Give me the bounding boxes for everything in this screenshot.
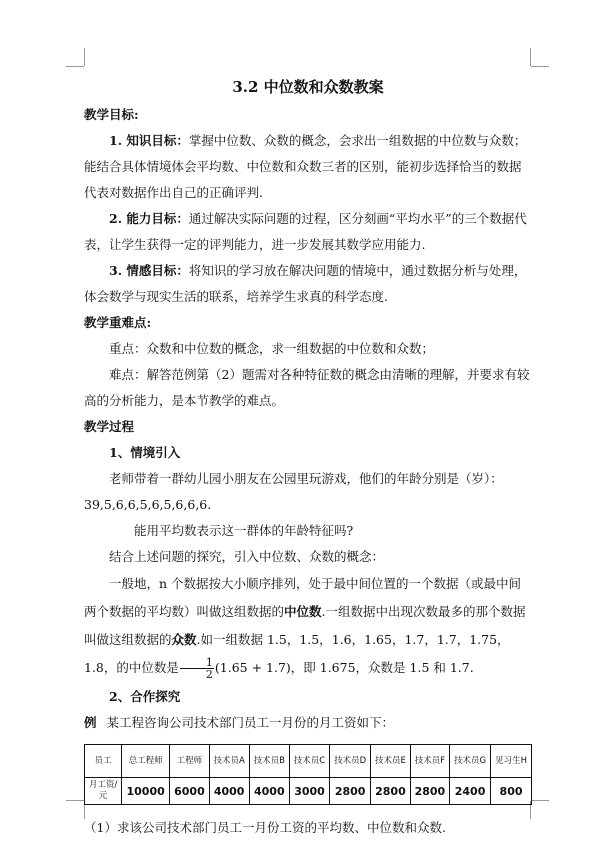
table-header-cell: 见习生H: [491, 745, 532, 778]
table-header-row: [85, 745, 532, 778]
table-row-label: 月工资/元: [85, 778, 122, 805]
process-heading: 教学过程: [84, 419, 135, 434]
term-mode: 众数: [171, 632, 197, 647]
salary-table: [84, 744, 532, 805]
table-header-cell: 技术员C: [289, 745, 329, 778]
table-cell: 6000: [170, 778, 209, 805]
table-header-cell: 技术员E: [371, 745, 411, 778]
table-cell: 2800: [410, 778, 449, 805]
table-cell: 10000: [122, 778, 170, 805]
goal-2-label: 2. 能力目标：: [109, 211, 189, 226]
intro-text: 老师带着一群幼儿园小朋友在公园里玩游戏，他们的年龄分别是（岁）：: [109, 471, 503, 486]
goals-heading: 教学目标:: [84, 107, 139, 122]
goal-3-label: 3. 情感目标：: [109, 263, 189, 278]
table-cell: 4000: [209, 778, 249, 805]
table-header-cell: 技术员B: [249, 745, 289, 778]
definition-part-4: ，即 1.675，众数是 1.5 和 1.7.: [290, 660, 474, 675]
goal-1: [84, 128, 532, 206]
definition-part-1: 一般地，n 个数据按大小顺序排列，处于最中间位置的一个数据（或最中间两个数据的平均数）叫做这组数据的: [84, 576, 522, 619]
focus-difficult: 难点：解答范例第（2）题需对各种特征数的概念由清晰的理解，并要求有较高的分析能力，是本节教学的难点。: [84, 367, 530, 408]
table-cell: 800: [491, 778, 532, 805]
table-header-cell: 总工程师: [122, 745, 170, 778]
table-header-cell: 员工: [85, 745, 122, 778]
table-header-cell: 技术员F: [410, 745, 449, 778]
table-cell: 3000: [289, 778, 329, 805]
fraction-numerator: 1: [180, 657, 214, 669]
table-header-cell: 技术员G: [450, 745, 491, 778]
table-cell: 2800: [371, 778, 411, 805]
lead-in-text: 结合上述问题的探究，引入中位数、众数的概念：: [109, 549, 385, 564]
fraction-expression: (1.65 + 1.7): [214, 660, 291, 675]
example-label: 例: [84, 715, 97, 730]
table-header-cell: 技术员A: [209, 745, 249, 778]
fraction: [180, 657, 214, 680]
table-header-cell: 技术员D: [330, 745, 371, 778]
definition-part-2: .一组数据中出现次数最多的那个数据叫做这组数据的: [84, 604, 526, 647]
section-2-heading: 2、合作探究: [109, 689, 181, 704]
goal-3: [84, 258, 532, 310]
definition-paragraph: [84, 570, 532, 682]
definition-part-3: .如一组数据 1.5，1.5，1.6，1.65，1.7，1.7，1.75，1.8，的中位数是: [84, 632, 510, 675]
page-title: 3.2 中位数和众数教案: [232, 78, 384, 96]
example-line: [84, 710, 532, 736]
focus-heading: 教学重难点:: [84, 315, 152, 330]
goal-1-text: 掌握中位数、众数的概念，会求出一组数据的中位数与众数；能结合具体情境体会平均数、中位数和众数三者的区别，能初步选择恰当的数据代表对数据作出自己的正确评判.: [84, 133, 527, 200]
goal-2-text: 通过解决实际问题的过程，区分刻画“平均水平”的三个数据代表，让学生获得一定的评判能力，进一步发展其数学应用能力.: [84, 211, 527, 252]
example-text: 某工程咨询公司技术部门员工一月份的月工资如下：: [106, 715, 395, 730]
table-cell: 4000: [249, 778, 289, 805]
table-cell: 2800: [330, 778, 371, 805]
term-median: 中位数: [284, 604, 322, 619]
ages-list: 39,5,6,6,5,6,5,6,6,6.: [84, 497, 212, 512]
table-row: [85, 778, 532, 805]
goal-1-label: 1. 知识目标：: [109, 133, 189, 148]
section-1-heading: 1、情境引入: [109, 445, 181, 460]
goal-3-text: 将知识的学习放在解决问题的情境中，通过数据分析与处理，体会数学与现实生活的联系，培养学生求真的科学态度.: [84, 263, 527, 304]
fraction-denominator: 2: [205, 668, 213, 681]
table-header-cell: 工程师: [170, 745, 209, 778]
question-text: 能用平均数表示这一群体的年龄特征吗?: [134, 523, 354, 538]
table-cell: 2400: [450, 778, 491, 805]
focus-key: 重点：众数和中位数的概念，求一组数据的中位数和众数；: [109, 341, 435, 356]
question-1: （1）求该公司技术部门员工一月份工资的平均数、中位数和众数.: [84, 820, 446, 835]
goal-2: [84, 206, 532, 258]
document-page: [84, 66, 532, 841]
